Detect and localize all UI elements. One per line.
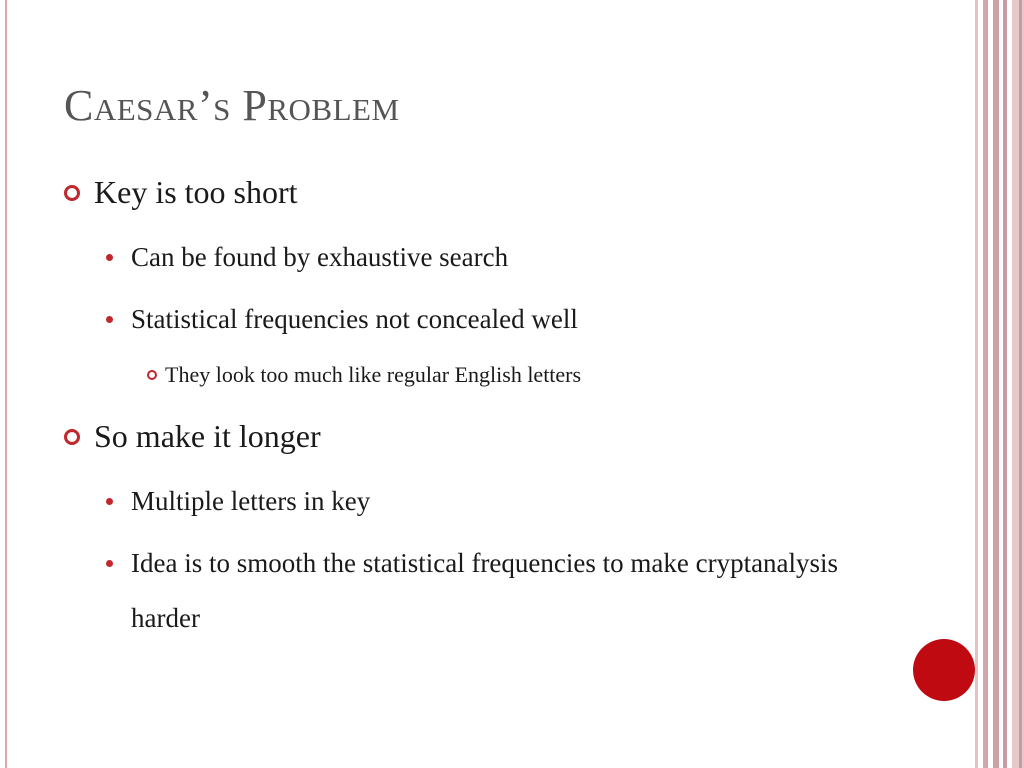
bullet-text: Can be found by exhaustive search: [131, 242, 509, 272]
bullet-text: So make it longer: [94, 418, 321, 454]
dot-bullet-icon: [106, 498, 113, 505]
bullet-level1: [64, 174, 298, 211]
dot-bullet-icon: [106, 560, 113, 567]
right-border-stripe: [983, 0, 988, 768]
right-border-stripe: [993, 0, 999, 768]
bullet-level2: [106, 536, 846, 646]
small-ring-bullet-icon: [147, 370, 157, 380]
bullet-text: Statistical frequencies not concealed well: [131, 304, 578, 334]
dot-bullet-icon: [106, 316, 113, 323]
bullet-text: They look too much like regular English letters: [165, 362, 582, 387]
right-border-stripe: [1019, 0, 1022, 768]
right-border-stripe: [1003, 0, 1007, 768]
ring-bullet-icon: [64, 429, 80, 445]
bullet-text: Idea is to smooth the statistical frequencies to make cryptanalysis harder: [131, 548, 839, 633]
bullet-level3: [147, 362, 581, 388]
bullet-text: Multiple letters in key: [131, 486, 371, 516]
right-border-stripe: [1012, 0, 1024, 768]
bullet-level2: [106, 292, 926, 347]
bullet-level1: [64, 418, 321, 455]
dot-bullet-icon: [106, 254, 113, 261]
decorative-red-circle: [913, 639, 975, 701]
ring-bullet-icon: [64, 185, 80, 201]
right-border-stripe: [975, 0, 978, 768]
bullet-level2: [106, 230, 926, 285]
bullet-text: Key is too short: [94, 174, 298, 210]
bullet-level2: [106, 474, 926, 529]
left-border-line: [5, 0, 7, 768]
slide-title: Caesar’s Problem: [64, 81, 400, 130]
